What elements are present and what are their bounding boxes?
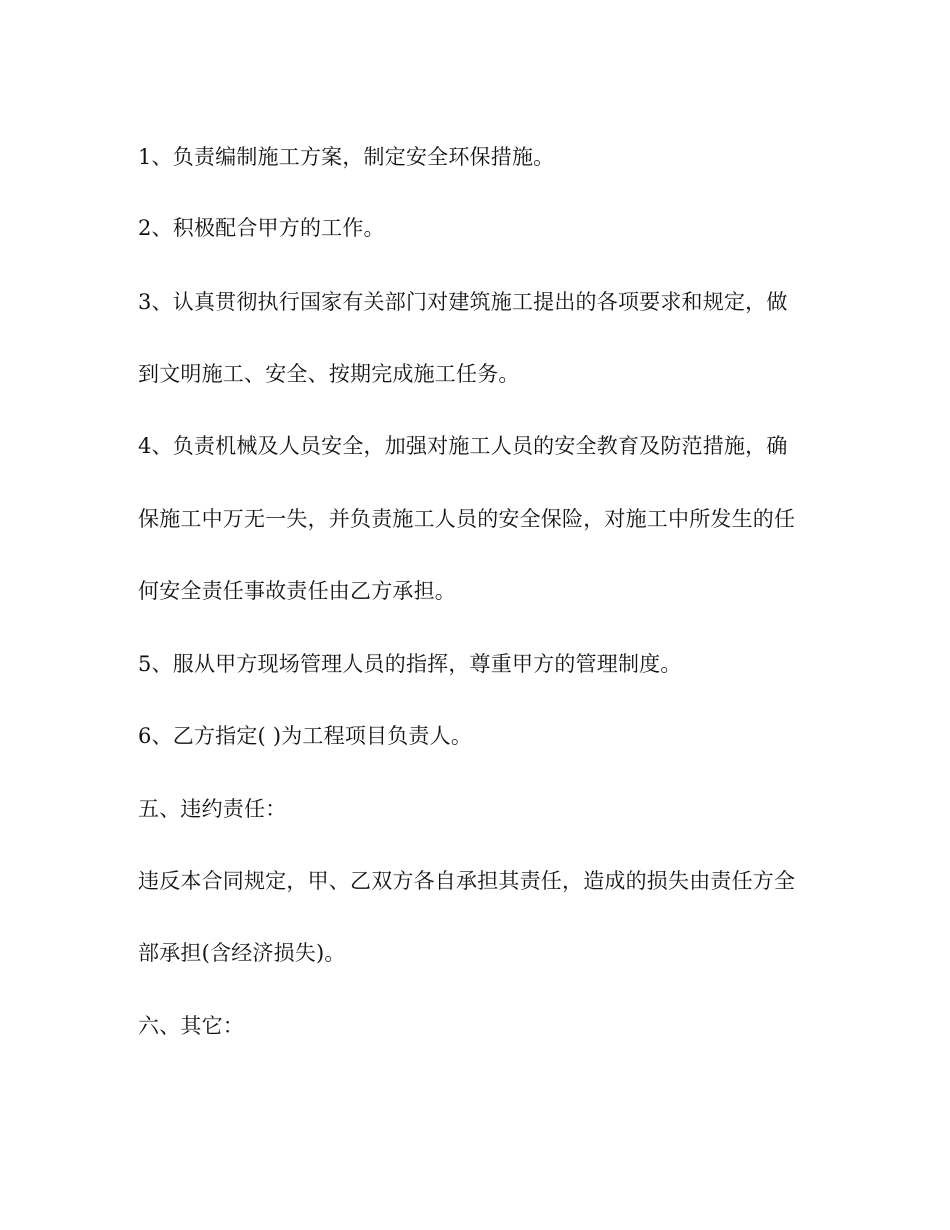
- clause-2-line: 2、积极配合甲方的工作。: [138, 216, 385, 240]
- clause-4-line-2: 保施工中万无一失，并负责施工人员的安全保险，对施工中所发生的任: [138, 507, 796, 531]
- breach-liability-line-1: 违反本合同规定，甲、乙双方各自承担其责任，造成的损失由责任方全: [138, 869, 796, 893]
- clause-4-line-1: 4、负责机械及人员安全，加强对施工人员的安全教育及防范措施，确: [138, 434, 788, 458]
- clause-3-line-2: 到文明施工、安全、按期完成施工任务。: [138, 362, 520, 386]
- clause-3-line-1: 3、认真贯彻执行国家有关部门对建筑施工提出的各项要求和规定，做: [138, 290, 788, 314]
- section-5-heading: 五、违约责任：: [138, 797, 287, 821]
- clause-1-line: 1、负责编制施工方案，制定安全环保措施。: [138, 145, 555, 169]
- clause-4-line-3: 何安全责任事故责任由乙方承担。: [138, 579, 456, 603]
- breach-liability-line-2: 部承担(含经济损失)。: [138, 941, 346, 965]
- clause-5-line: 5、服从甲方现场管理人员的指挥，尊重甲方的管理制度。: [138, 652, 682, 676]
- section-6-heading: 六、其它：: [138, 1014, 244, 1038]
- clause-6-line: 6、乙方指定( )为工程项目负责人。: [138, 724, 473, 748]
